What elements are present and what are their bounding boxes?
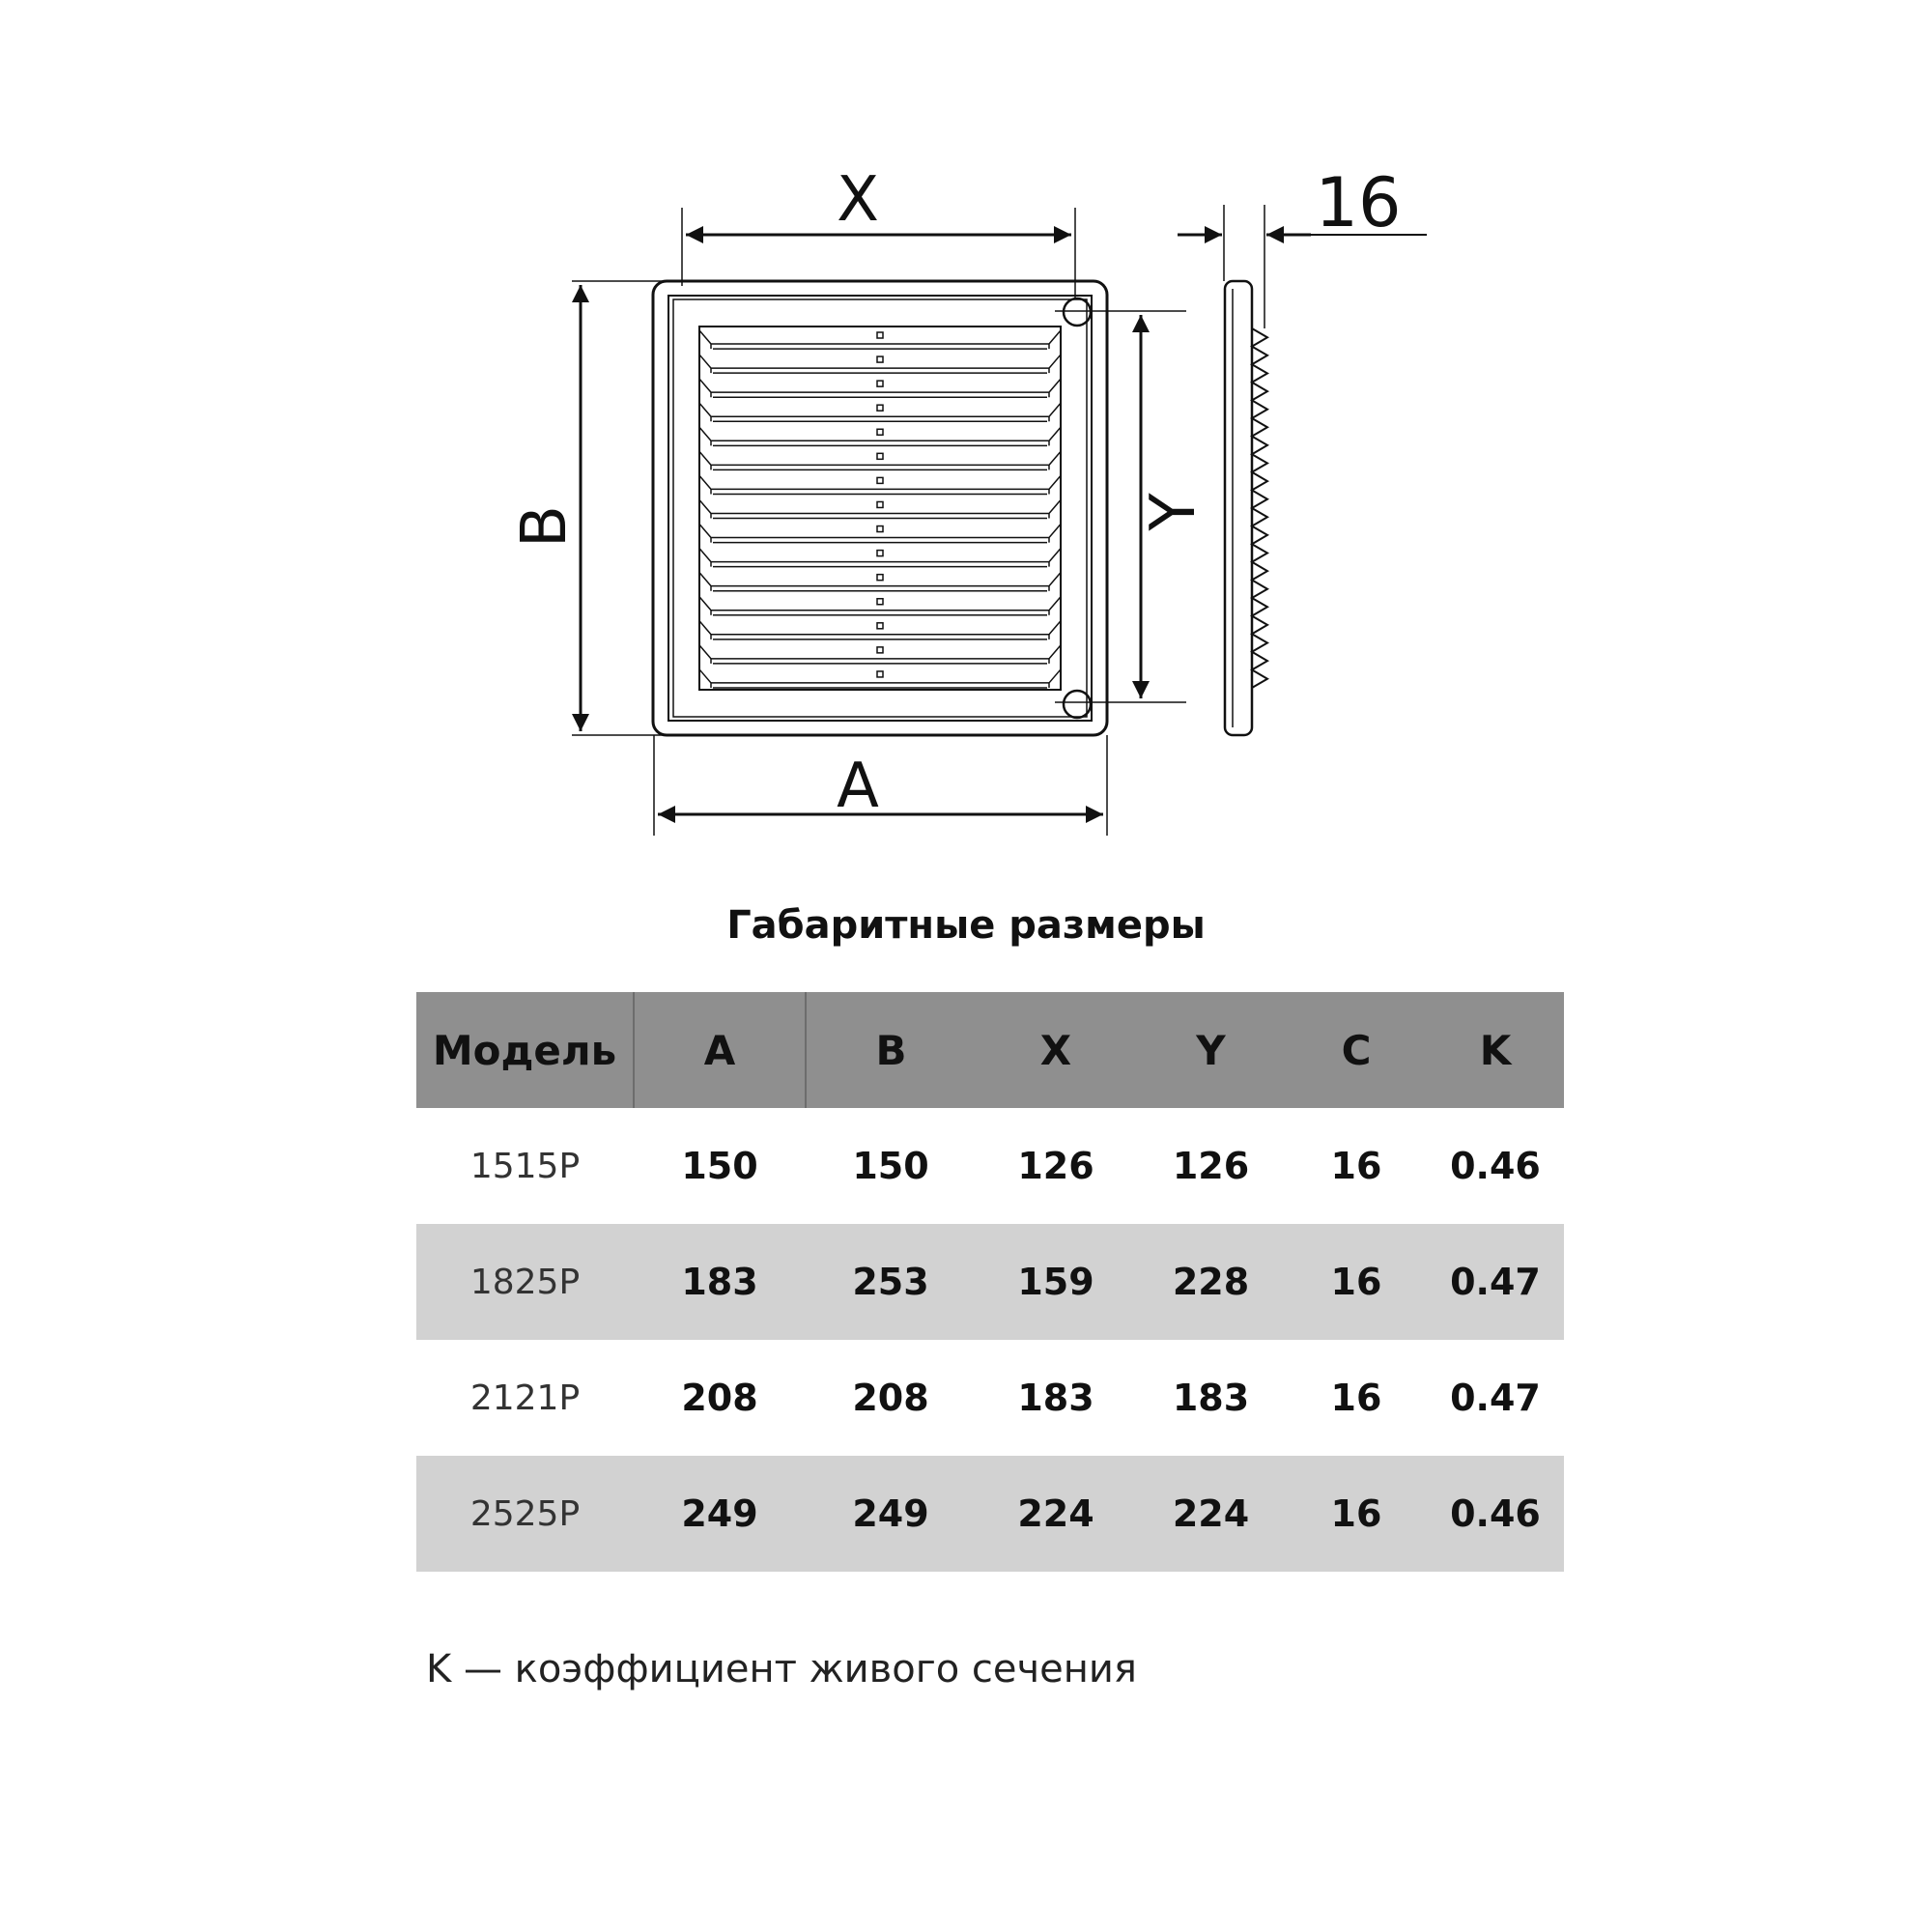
slat-tab [877,647,883,653]
col-header-x: X [976,992,1136,1108]
side-louver-teeth [1252,328,1267,688]
cell-k: 0.46 [1427,1456,1564,1572]
louver-slat [699,525,1061,543]
cell-a: 249 [634,1456,806,1572]
cell-model: 1825P [416,1224,634,1340]
louver-slat [699,427,1061,445]
side-view [1225,281,1267,735]
cell-x: 183 [1017,1377,1094,1419]
cell-x: 159 [976,1224,1136,1340]
col-header-b: B [806,992,976,1108]
louver-slat [699,573,1061,591]
cell-a: 183 [634,1224,806,1340]
slat-tab [877,599,883,605]
col-header-k: K [1427,992,1564,1108]
cell-y: 228 [1136,1224,1286,1340]
louver-slat [699,379,1061,397]
cell-k: 0.47 [1427,1224,1564,1340]
slat-tab [877,429,883,435]
slat-tab [877,405,883,411]
louver-slat [699,645,1061,664]
col-header-y: Y [1136,992,1286,1108]
dim-label-a: A [837,751,879,822]
louver-slat [699,355,1061,373]
dim-label-depth: 16 [1315,163,1402,242]
louver-slat [699,475,1061,494]
dimension-a [654,735,1107,836]
louver-slat [699,621,1061,639]
dim-label-y: Y [1138,493,1209,531]
col-header-c: C [1286,992,1427,1108]
dimension-y [1055,311,1209,702]
cell-k: 0.47 [1450,1377,1541,1419]
cell-b: 253 [806,1224,976,1340]
cell-a: 150 [681,1145,758,1187]
slat-tab [877,623,883,629]
slat-tab [877,381,883,386]
slat-tab [877,671,883,677]
col-header-a: A [634,992,806,1108]
slat-tab [877,501,883,507]
cell-a: 208 [681,1377,758,1419]
cell-model: 1515P [469,1146,581,1186]
dimensions-table [416,992,1564,1572]
slat-tab [877,453,883,459]
table-row [416,1340,1564,1456]
footnote: K — коэффициент живого сечения [426,1647,1137,1691]
col-header-model: Модель [416,992,634,1108]
louvers [699,330,1061,688]
table-header-row [416,992,1564,1108]
cell-x: 224 [976,1456,1136,1572]
louver-slat [699,451,1061,469]
cell-c: 16 [1286,1456,1427,1572]
cell-b: 150 [852,1145,929,1187]
cell-c: 16 [1330,1377,1382,1419]
dimension-x [682,164,1075,299]
slat-tab [877,332,883,338]
table-title: Габаритные размеры [726,903,1206,948]
louver-slat [699,330,1061,349]
cell-c: 16 [1286,1224,1427,1340]
cell-k: 0.46 [1450,1145,1541,1187]
slat-tab [877,477,883,483]
slat-tab [877,551,883,556]
louver-slat [699,669,1061,688]
louver-slat [699,403,1061,421]
louver-slat [699,597,1061,615]
cell-y: 126 [1172,1145,1250,1187]
front-view [653,281,1107,735]
dim-label-b: B [509,505,581,548]
dimension-depth [1178,163,1427,328]
cell-c: 16 [1330,1145,1382,1187]
cell-model: 2525P [416,1456,634,1572]
cell-y: 183 [1172,1377,1250,1419]
slat-tab [877,356,883,362]
table-row [416,1456,1564,1572]
cell-y: 224 [1136,1456,1286,1572]
slat-tab [877,526,883,532]
table-row [416,1108,1564,1224]
grille-drawing [0,0,1932,869]
dimension-b [509,281,667,735]
cell-b: 208 [852,1377,929,1419]
cell-x: 126 [1017,1145,1094,1187]
louver-slat [699,549,1061,567]
cell-model: 2121P [469,1378,581,1418]
dim-label-x: X [837,164,879,236]
cell-b: 249 [806,1456,976,1572]
table-row [416,1224,1564,1340]
louver-slat [699,499,1061,518]
slat-tab [877,575,883,581]
